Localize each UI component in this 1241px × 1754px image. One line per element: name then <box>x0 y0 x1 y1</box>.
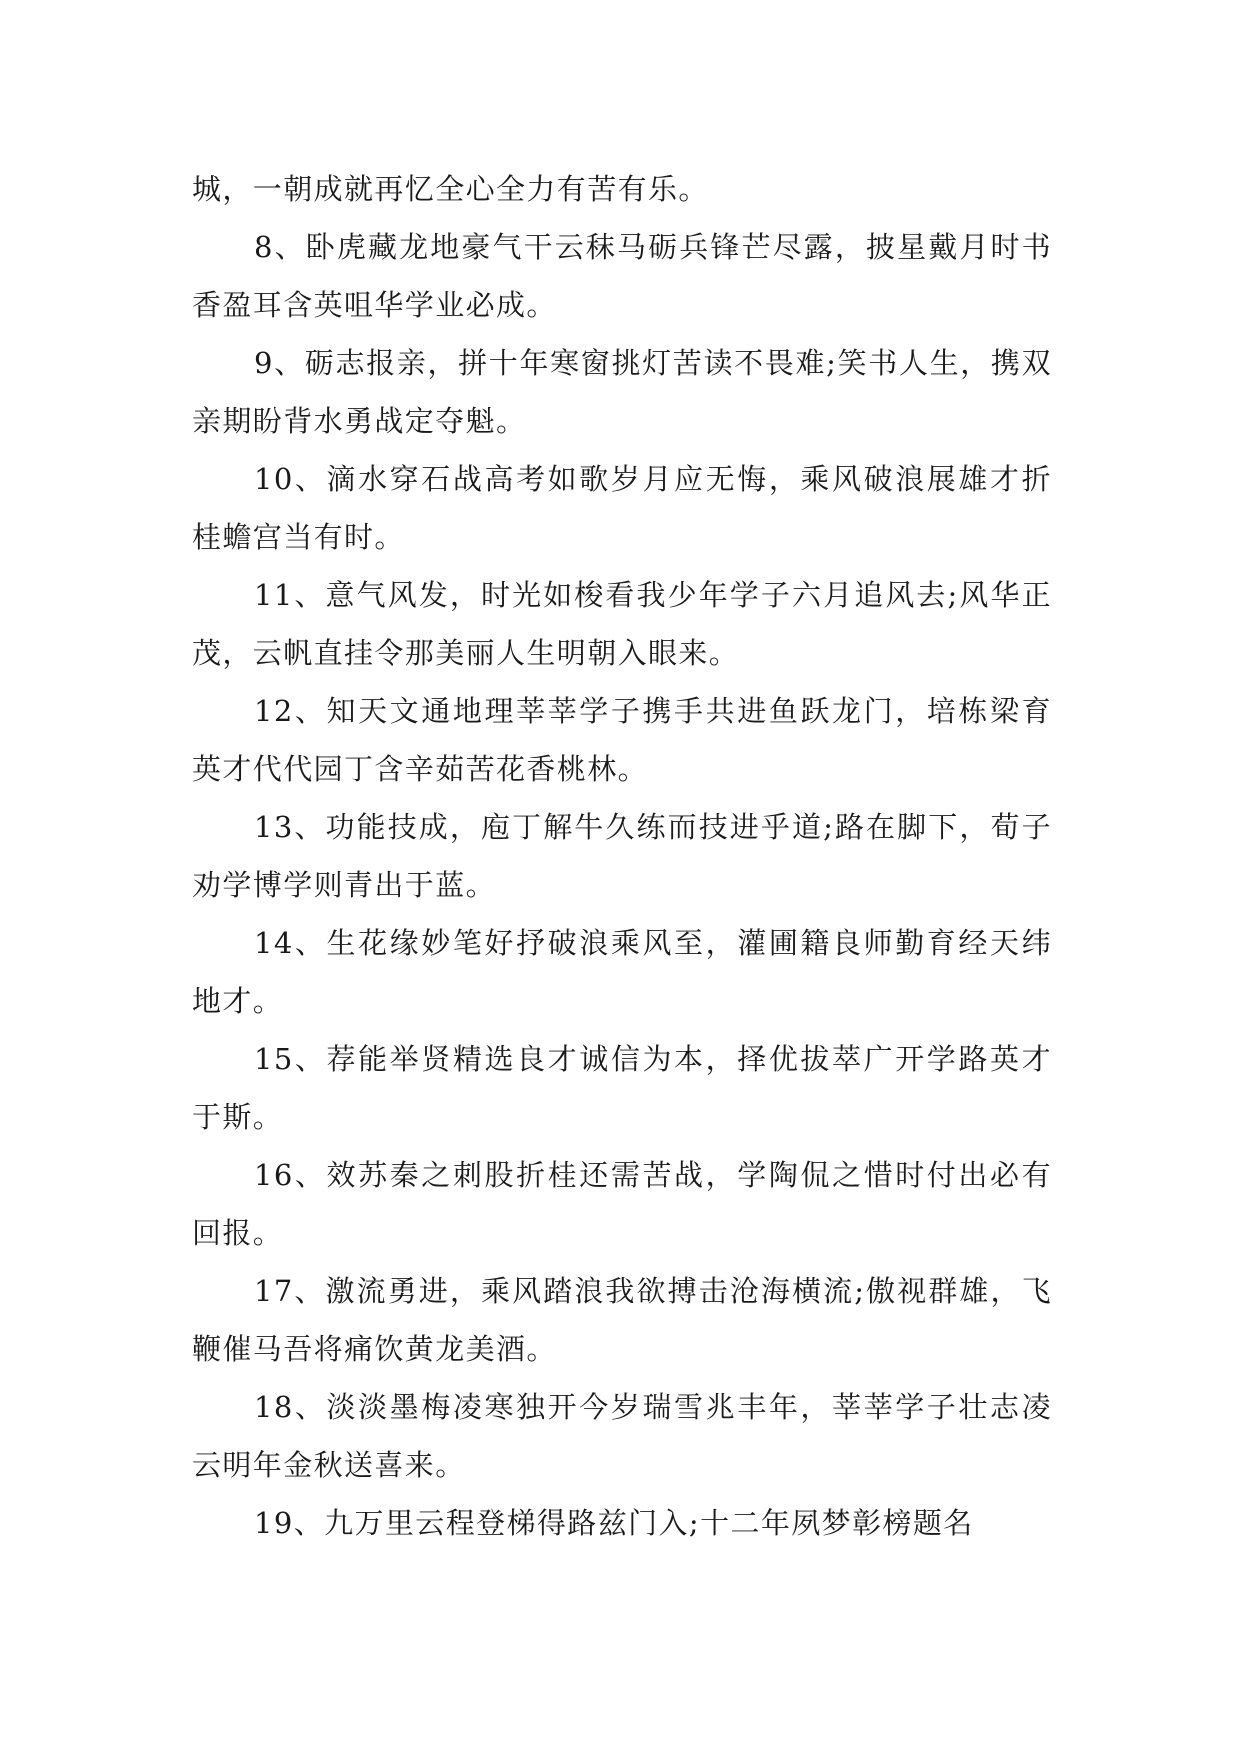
paragraph-item-8: 8、卧虎藏龙地豪气干云秣马砺兵锋芒尽露，披星戴月时书香盈耳含英咀华学业必成。 <box>192 230 1052 322</box>
paragraph-item-15: 15、荐能举贤精选良才诚信为本，择优拔萃广开学路英才于斯。 <box>192 1042 1052 1134</box>
paragraph-item-9: 9、砺志报亲，拼十年寒窗挑灯苦读不畏难;笑书人生，携双亲期盼背水勇战定夺魁。 <box>192 346 1052 438</box>
document-body <box>192 160 1052 1552</box>
paragraph-item-11: 11、意气风发，时光如梭看我少年学子六月追风去;风华正茂，云帆直挂令那美丽人生明朝入眼来。 <box>192 578 1052 670</box>
paragraph-item-14: 14、生花缘妙笔好抒破浪乘风至，灌圃籍良师勤育经天纬地才。 <box>192 926 1052 1018</box>
paragraph-item-19: 19、九万里云程登梯得路兹门入;十二年夙梦彰榜题名 <box>254 1506 974 1540</box>
paragraph-item-12: 12、知天文通地理莘莘学子携手共进鱼跃龙门，培栋梁育英才代代园丁含辛茹苦花香桃林。 <box>192 694 1052 786</box>
paragraph-continuation: 城，一朝成就再忆全心全力有苦有乐。 <box>192 172 709 206</box>
paragraph-item-17: 17、激流勇进，乘风踏浪我欲搏击沧海横流;傲视群雄，飞鞭催马吾将痛饮黄龙美酒。 <box>192 1274 1052 1366</box>
paragraph-item-10: 10、滴水穿石战高考如歌岁月应无悔，乘风破浪展雄才折桂蟾宫当有时。 <box>192 462 1052 554</box>
paragraph-item-18: 18、淡淡墨梅凌寒独开今岁瑞雪兆丰年，莘莘学子壮志凌云明年金秋送喜来。 <box>192 1390 1052 1482</box>
paragraph-item-13: 13、功能技成，庖丁解牛久练而技进乎道;路在脚下，荀子劝学博学则青出于蓝。 <box>192 810 1052 902</box>
paragraph-item-16: 16、效苏秦之刺股折桂还需苦战，学陶侃之惜时付出必有回报。 <box>192 1158 1052 1250</box>
